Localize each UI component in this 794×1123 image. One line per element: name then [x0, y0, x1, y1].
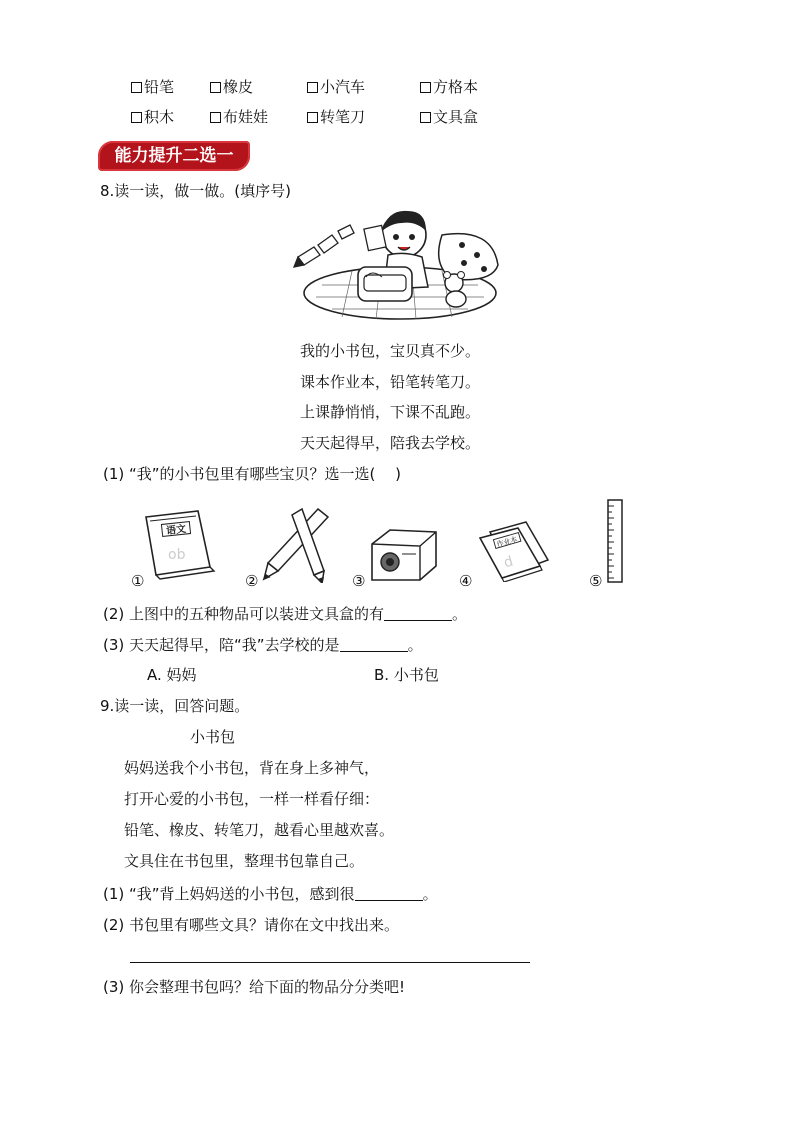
answer-blank[interactable] [384, 606, 452, 621]
section-banner: 能力提升二选一 [98, 141, 250, 171]
q8-sub1: (1) “我”的小书包里有哪些宝贝？选一选( ) [103, 465, 402, 483]
answer-blank[interactable] [340, 637, 408, 652]
checkbox-icon[interactable] [420, 112, 431, 123]
q8-poem-line: 课本作业本，铅笔转笔刀。 [300, 373, 481, 391]
item-label: ④ [459, 572, 473, 590]
checkbox-option[interactable]: 小汽车 [307, 77, 365, 97]
option-a[interactable]: A. 妈妈 [147, 666, 197, 684]
q8-poem-line: 我的小书包，宝贝真不少。 [300, 342, 481, 360]
chinese-textbook-icon [138, 507, 218, 581]
girl-backpack-illustration [292, 205, 504, 325]
q9-poem-line: 文具住在书包里，整理书包靠自己。 [124, 852, 365, 870]
checkbox-icon[interactable] [420, 82, 431, 93]
answer-blank[interactable] [355, 886, 423, 901]
checkbox-icon[interactable] [131, 82, 142, 93]
q9-poem-line: 妈妈送我个小书包，背在身上多神气， [124, 759, 380, 777]
q9-poem-line: 铅笔、橡皮、转笔刀，越看心里越欢喜。 [124, 821, 395, 839]
question-9-title: 9.读一读，回答问题。 [100, 697, 250, 715]
checkbox-option[interactable]: 文具盒 [420, 107, 478, 127]
ruler-icon [604, 498, 626, 584]
item-label: ① [131, 572, 145, 590]
checkbox-option[interactable]: 铅笔 [131, 77, 174, 97]
checkbox-option[interactable]: 积木 [131, 107, 174, 127]
svg-text:作业本: 作业本 [495, 535, 519, 549]
checkbox-option[interactable]: 转笔刀 [307, 107, 365, 127]
checkbox-option[interactable]: 橡皮 [210, 77, 253, 97]
svg-text:语文: 语文 [165, 523, 187, 538]
svg-text:ob: ob [168, 547, 186, 563]
item-label: ③ [352, 572, 366, 590]
question-8-title: 8.读一读，做一做。(填序号) [100, 182, 292, 200]
checkbox-icon[interactable] [210, 82, 221, 93]
q9-poem-title: 小书包 [190, 728, 236, 746]
checkbox-icon[interactable] [210, 112, 221, 123]
q9-poem-line: 打开心爱的小书包，一样一样看仔细： [124, 790, 380, 808]
checkbox-option[interactable]: 布娃娃 [210, 107, 268, 127]
checkbox-icon[interactable] [307, 82, 318, 93]
checkbox-icon[interactable] [131, 112, 142, 123]
checkbox-icon[interactable] [307, 112, 318, 123]
pencil-sharpener-icon [368, 524, 440, 584]
item-label: ② [245, 572, 259, 590]
item-label: ⑤ [589, 572, 603, 590]
q9-sub1: (1) “我”背上妈妈送的小书包，感到很 。 [103, 885, 438, 903]
q8-poem-line: 天天起得早，陪我去学校。 [300, 434, 481, 452]
pencils-icon [262, 505, 334, 583]
workbooks-icon [476, 518, 552, 582]
q8-sub3: (3) 天天起得早，陪“我”去学校的是 。 [103, 636, 423, 654]
option-b[interactable]: B. 小书包 [374, 666, 439, 684]
q9-sub2: (2) 书包里有哪些文具？请你在文中找出来。 [103, 916, 400, 934]
svg-text:d: d [502, 553, 515, 572]
answer-line[interactable] [130, 962, 530, 963]
q8-poem-line: 上课静悄悄，下课不乱跑。 [300, 403, 481, 421]
q8-sub2: (2) 上图中的五种物品可以装进文具盒的有 。 [103, 605, 468, 623]
q9-sub3: (3) 你会整理书包吗？给下面的物品分分类吧! [103, 978, 406, 996]
checkbox-option[interactable]: 方格本 [420, 77, 478, 97]
